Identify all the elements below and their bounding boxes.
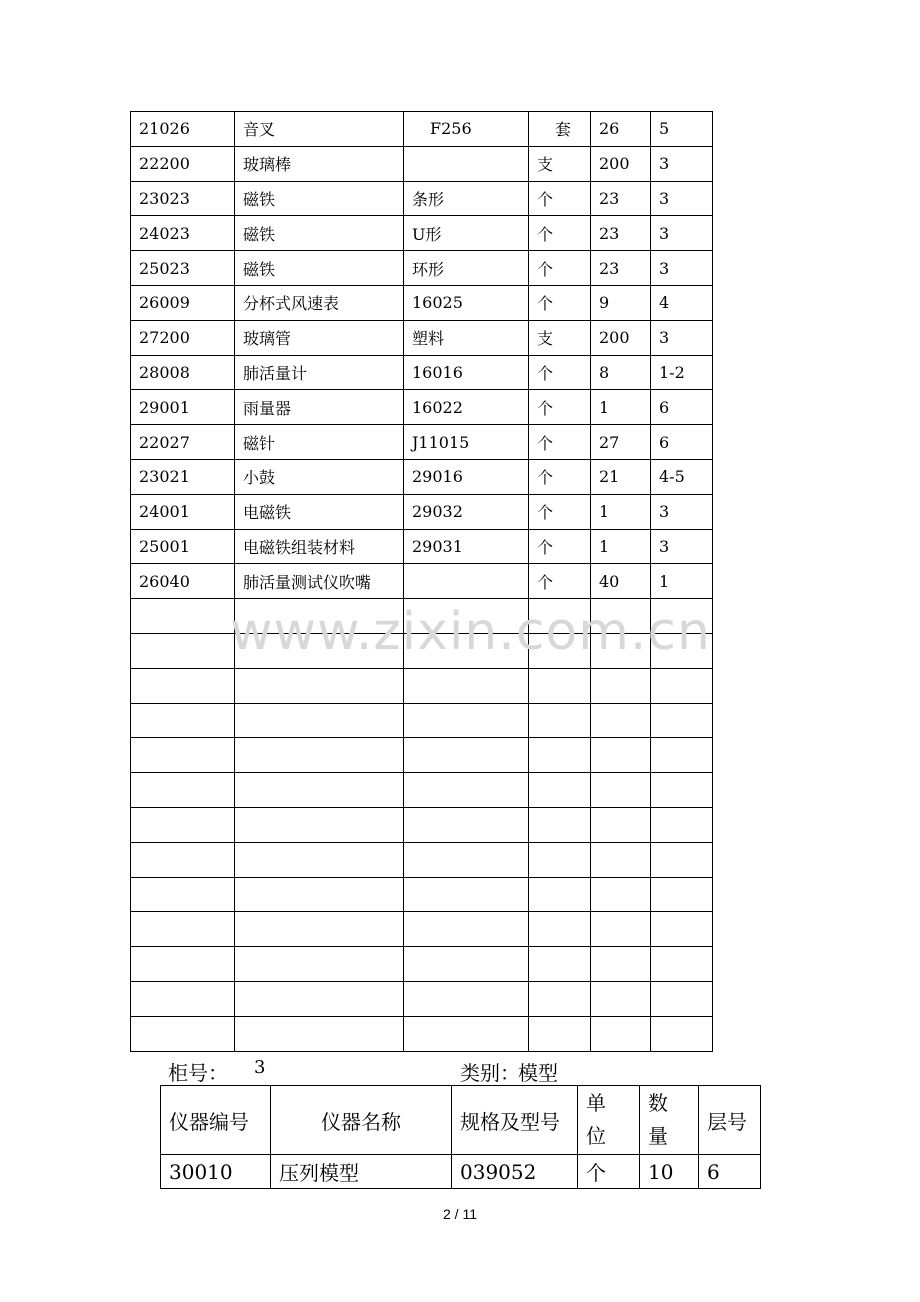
- cell-shelf-level: 1-2: [651, 355, 713, 390]
- empty-cell: [651, 703, 713, 738]
- cell-quantity: 21: [591, 459, 651, 494]
- cell-instrument-id: 30010: [161, 1155, 271, 1189]
- empty-table-row: [131, 668, 713, 703]
- empty-cell: [651, 599, 713, 634]
- cell-instrument-id: 25023: [131, 251, 235, 286]
- empty-cell: [529, 947, 591, 982]
- cell-spec-model: 16025: [404, 285, 529, 320]
- cell-instrument-name: 玻璃管: [235, 320, 404, 355]
- empty-cell: [131, 1016, 235, 1051]
- empty-cell: [591, 599, 651, 634]
- cell-spec-model: 条形: [404, 181, 529, 216]
- empty-cell: [131, 842, 235, 877]
- empty-table-row: [131, 703, 713, 738]
- cell-instrument-name: 肺活量测试仪吹嘴: [235, 564, 404, 599]
- cell-unit: 个: [529, 181, 591, 216]
- cell-instrument-id: 26009: [131, 285, 235, 320]
- empty-cell: [404, 703, 529, 738]
- empty-cell: [235, 599, 404, 634]
- cell-instrument-name: 玻璃棒: [235, 146, 404, 181]
- table-row: [161, 1155, 761, 1189]
- cell-instrument-name: 雨量器: [235, 390, 404, 425]
- empty-cell: [131, 633, 235, 668]
- empty-cell: [235, 773, 404, 808]
- empty-cell: [651, 877, 713, 912]
- empty-table-row: [131, 599, 713, 634]
- cell-instrument-name: 音叉: [235, 112, 404, 147]
- cell-unit: 个: [529, 459, 591, 494]
- watermark-text: www.zixin.com.cn: [230, 602, 711, 662]
- cell-instrument-id: 28008: [131, 355, 235, 390]
- empty-cell: [131, 877, 235, 912]
- empty-cell: [131, 599, 235, 634]
- table-row: [131, 425, 713, 460]
- empty-cell: [591, 773, 651, 808]
- cell-spec-model: 环形: [404, 251, 529, 286]
- cell-quantity: 200: [591, 146, 651, 181]
- empty-cell: [651, 668, 713, 703]
- empty-cell: [404, 842, 529, 877]
- table-row: [131, 216, 713, 251]
- cell-shelf-level: 5: [651, 112, 713, 147]
- empty-table-row: [131, 947, 713, 982]
- cell-shelf-level: 4: [651, 285, 713, 320]
- cell-quantity: 27: [591, 425, 651, 460]
- empty-cell: [591, 912, 651, 947]
- empty-table-row: [131, 981, 713, 1016]
- cell-spec-model: [404, 146, 529, 181]
- table-row: [131, 390, 713, 425]
- cabinet-category-line: [168, 1057, 728, 1085]
- cell-instrument-name: 磁针: [235, 425, 404, 460]
- cell-quantity: 26: [591, 112, 651, 147]
- header-instrument-id: 仪器编号: [161, 1086, 271, 1155]
- empty-cell: [404, 947, 529, 982]
- cell-spec-model: U形: [404, 216, 529, 251]
- empty-cell: [404, 668, 529, 703]
- cell-instrument-name: 电磁铁: [235, 494, 404, 529]
- empty-cell: [131, 703, 235, 738]
- cell-shelf-level: 6: [651, 425, 713, 460]
- cell-instrument-id: 24001: [131, 494, 235, 529]
- cell-unit: 个: [529, 425, 591, 460]
- empty-cell: [404, 1016, 529, 1051]
- empty-cell: [235, 1016, 404, 1051]
- cell-spec-model: 29032: [404, 494, 529, 529]
- empty-cell: [591, 738, 651, 773]
- cell-instrument-name: 电磁铁组装材料: [235, 529, 404, 564]
- header-quantity-line1: 数: [648, 1091, 668, 1115]
- empty-table-row: [131, 807, 713, 842]
- cell-instrument-id: 23023: [131, 181, 235, 216]
- empty-cell: [235, 807, 404, 842]
- empty-cell: [235, 703, 404, 738]
- cell-quantity: 23: [591, 181, 651, 216]
- cell-spec-model: 16022: [404, 390, 529, 425]
- cell-unit: 个: [529, 355, 591, 390]
- cell-shelf-level: 6: [699, 1155, 761, 1189]
- cell-instrument-name: 磁铁: [235, 181, 404, 216]
- table-row: [131, 146, 713, 181]
- model-instrument-table: [160, 1085, 761, 1189]
- cell-quantity: 23: [591, 216, 651, 251]
- empty-cell: [651, 773, 713, 808]
- empty-cell: [131, 738, 235, 773]
- cell-shelf-level: 1: [651, 564, 713, 599]
- empty-cell: [235, 877, 404, 912]
- empty-table-row: [131, 773, 713, 808]
- empty-cell: [529, 738, 591, 773]
- cell-unit: 支: [529, 320, 591, 355]
- empty-cell: [235, 633, 404, 668]
- cabinet-label: 柜号：: [168, 1061, 228, 1085]
- header-spec-model: 规格及型号: [452, 1086, 578, 1155]
- empty-table-row: [131, 1016, 713, 1051]
- empty-cell: [404, 807, 529, 842]
- empty-cell: [529, 842, 591, 877]
- empty-cell: [591, 807, 651, 842]
- instrument-table-body: [131, 112, 713, 1052]
- header-unit-line2: 位: [586, 1124, 606, 1148]
- cell-quantity: 8: [591, 355, 651, 390]
- header-unit-line1: 单: [586, 1091, 606, 1115]
- cell-unit: 个: [529, 285, 591, 320]
- table-row: [131, 355, 713, 390]
- cell-instrument-id: 22027: [131, 425, 235, 460]
- cell-spec-model: [404, 564, 529, 599]
- empty-cell: [235, 947, 404, 982]
- cell-unit: 套: [529, 112, 591, 147]
- header-unit: [578, 1086, 640, 1155]
- cell-shelf-level: 3: [651, 216, 713, 251]
- empty-cell: [591, 877, 651, 912]
- empty-cell: [651, 1016, 713, 1051]
- cell-shelf-level: 3: [651, 146, 713, 181]
- page-number: 2 / 11: [443, 1206, 477, 1222]
- cell-quantity: 1: [591, 390, 651, 425]
- table-row: [131, 320, 713, 355]
- cell-spec-model: F256: [404, 112, 529, 147]
- header-shelf-level: 层号: [699, 1086, 761, 1155]
- cell-spec-model: 塑料: [404, 320, 529, 355]
- cell-unit: 个: [529, 216, 591, 251]
- empty-cell: [529, 877, 591, 912]
- cell-unit: 个: [578, 1155, 640, 1189]
- empty-cell: [131, 912, 235, 947]
- empty-cell: [651, 633, 713, 668]
- cell-spec-model: J11015: [404, 425, 529, 460]
- table-header-row: [161, 1086, 761, 1155]
- cell-shelf-level: 6: [651, 390, 713, 425]
- cell-instrument-id: 22200: [131, 146, 235, 181]
- cell-instrument-id: 27200: [131, 320, 235, 355]
- empty-table-row: [131, 738, 713, 773]
- cell-shelf-level: 3: [651, 320, 713, 355]
- empty-table-row: [131, 877, 713, 912]
- cell-shelf-level: 3: [651, 251, 713, 286]
- empty-cell: [404, 599, 529, 634]
- empty-cell: [651, 947, 713, 982]
- cell-instrument-name: 分杯式风速表: [235, 285, 404, 320]
- table-row: [131, 112, 713, 147]
- cell-shelf-level: 3: [651, 181, 713, 216]
- empty-cell: [651, 842, 713, 877]
- cell-instrument-id: 29001: [131, 390, 235, 425]
- cell-spec-model: 039052: [452, 1155, 578, 1189]
- empty-cell: [591, 842, 651, 877]
- cell-unit: 个: [529, 390, 591, 425]
- cell-instrument-id: 26040: [131, 564, 235, 599]
- empty-cell: [235, 912, 404, 947]
- instrument-table-continued: [130, 111, 713, 1052]
- empty-table-row: [131, 912, 713, 947]
- empty-cell: [404, 773, 529, 808]
- cell-instrument-id: 24023: [131, 216, 235, 251]
- cell-unit: 个: [529, 251, 591, 286]
- empty-cell: [651, 738, 713, 773]
- cell-instrument-id: 23021: [131, 459, 235, 494]
- table-row: [131, 529, 713, 564]
- empty-cell: [651, 912, 713, 947]
- cell-quantity: 1: [591, 494, 651, 529]
- empty-cell: [591, 703, 651, 738]
- table-row: [131, 564, 713, 599]
- empty-cell: [235, 981, 404, 1016]
- cell-instrument-name: 磁铁: [235, 251, 404, 286]
- cell-instrument-name: 小鼓: [235, 459, 404, 494]
- header-quantity: [640, 1086, 699, 1155]
- empty-cell: [529, 912, 591, 947]
- table-row: [131, 285, 713, 320]
- empty-cell: [235, 842, 404, 877]
- cell-quantity: 9: [591, 285, 651, 320]
- cabinet-number: 3: [254, 1057, 266, 1078]
- cell-quantity: 200: [591, 320, 651, 355]
- cell-unit: 个: [529, 494, 591, 529]
- cell-quantity: 23: [591, 251, 651, 286]
- empty-cell: [404, 877, 529, 912]
- cell-instrument-name: 肺活量计: [235, 355, 404, 390]
- table-row: [131, 251, 713, 286]
- cell-instrument-id: 25001: [131, 529, 235, 564]
- table-row: [131, 459, 713, 494]
- empty-cell: [529, 599, 591, 634]
- cell-instrument-name: 磁铁: [235, 216, 404, 251]
- empty-cell: [529, 981, 591, 1016]
- empty-table-row: [131, 842, 713, 877]
- cell-spec-model: 16016: [404, 355, 529, 390]
- cell-unit: 个: [529, 564, 591, 599]
- empty-cell: [651, 981, 713, 1016]
- empty-cell: [131, 668, 235, 703]
- empty-cell: [591, 1016, 651, 1051]
- cell-unit: 支: [529, 146, 591, 181]
- empty-cell: [591, 981, 651, 1016]
- empty-cell: [529, 633, 591, 668]
- table-row: [131, 494, 713, 529]
- empty-cell: [529, 773, 591, 808]
- cell-instrument-name: 压列模型: [271, 1155, 452, 1189]
- cell-unit: 个: [529, 529, 591, 564]
- cell-quantity: 1: [591, 529, 651, 564]
- empty-cell: [529, 703, 591, 738]
- empty-cell: [131, 981, 235, 1016]
- cell-shelf-level: 3: [651, 529, 713, 564]
- empty-cell: [131, 947, 235, 982]
- cell-shelf-level: 3: [651, 494, 713, 529]
- empty-cell: [529, 668, 591, 703]
- empty-cell: [235, 668, 404, 703]
- cell-shelf-level: 4-5: [651, 459, 713, 494]
- empty-cell: [651, 807, 713, 842]
- empty-cell: [591, 668, 651, 703]
- empty-cell: [131, 773, 235, 808]
- empty-cell: [404, 738, 529, 773]
- table-row: [131, 181, 713, 216]
- empty-cell: [529, 807, 591, 842]
- empty-cell: [529, 1016, 591, 1051]
- header-instrument-name: 仪器名称: [271, 1086, 452, 1155]
- empty-cell: [404, 912, 529, 947]
- cell-spec-model: 29016: [404, 459, 529, 494]
- header-quantity-line2: 量: [648, 1124, 668, 1148]
- empty-cell: [404, 981, 529, 1016]
- cell-instrument-id: 21026: [131, 112, 235, 147]
- cell-spec-model: 29031: [404, 529, 529, 564]
- cell-quantity: 10: [640, 1155, 699, 1189]
- cell-quantity: 40: [591, 564, 651, 599]
- empty-cell: [404, 633, 529, 668]
- empty-cell: [131, 807, 235, 842]
- category-label: 类别：: [460, 1061, 520, 1085]
- empty-cell: [591, 633, 651, 668]
- empty-table-row: [131, 633, 713, 668]
- category-value: 模型: [518, 1061, 558, 1085]
- empty-cell: [591, 947, 651, 982]
- empty-cell: [235, 738, 404, 773]
